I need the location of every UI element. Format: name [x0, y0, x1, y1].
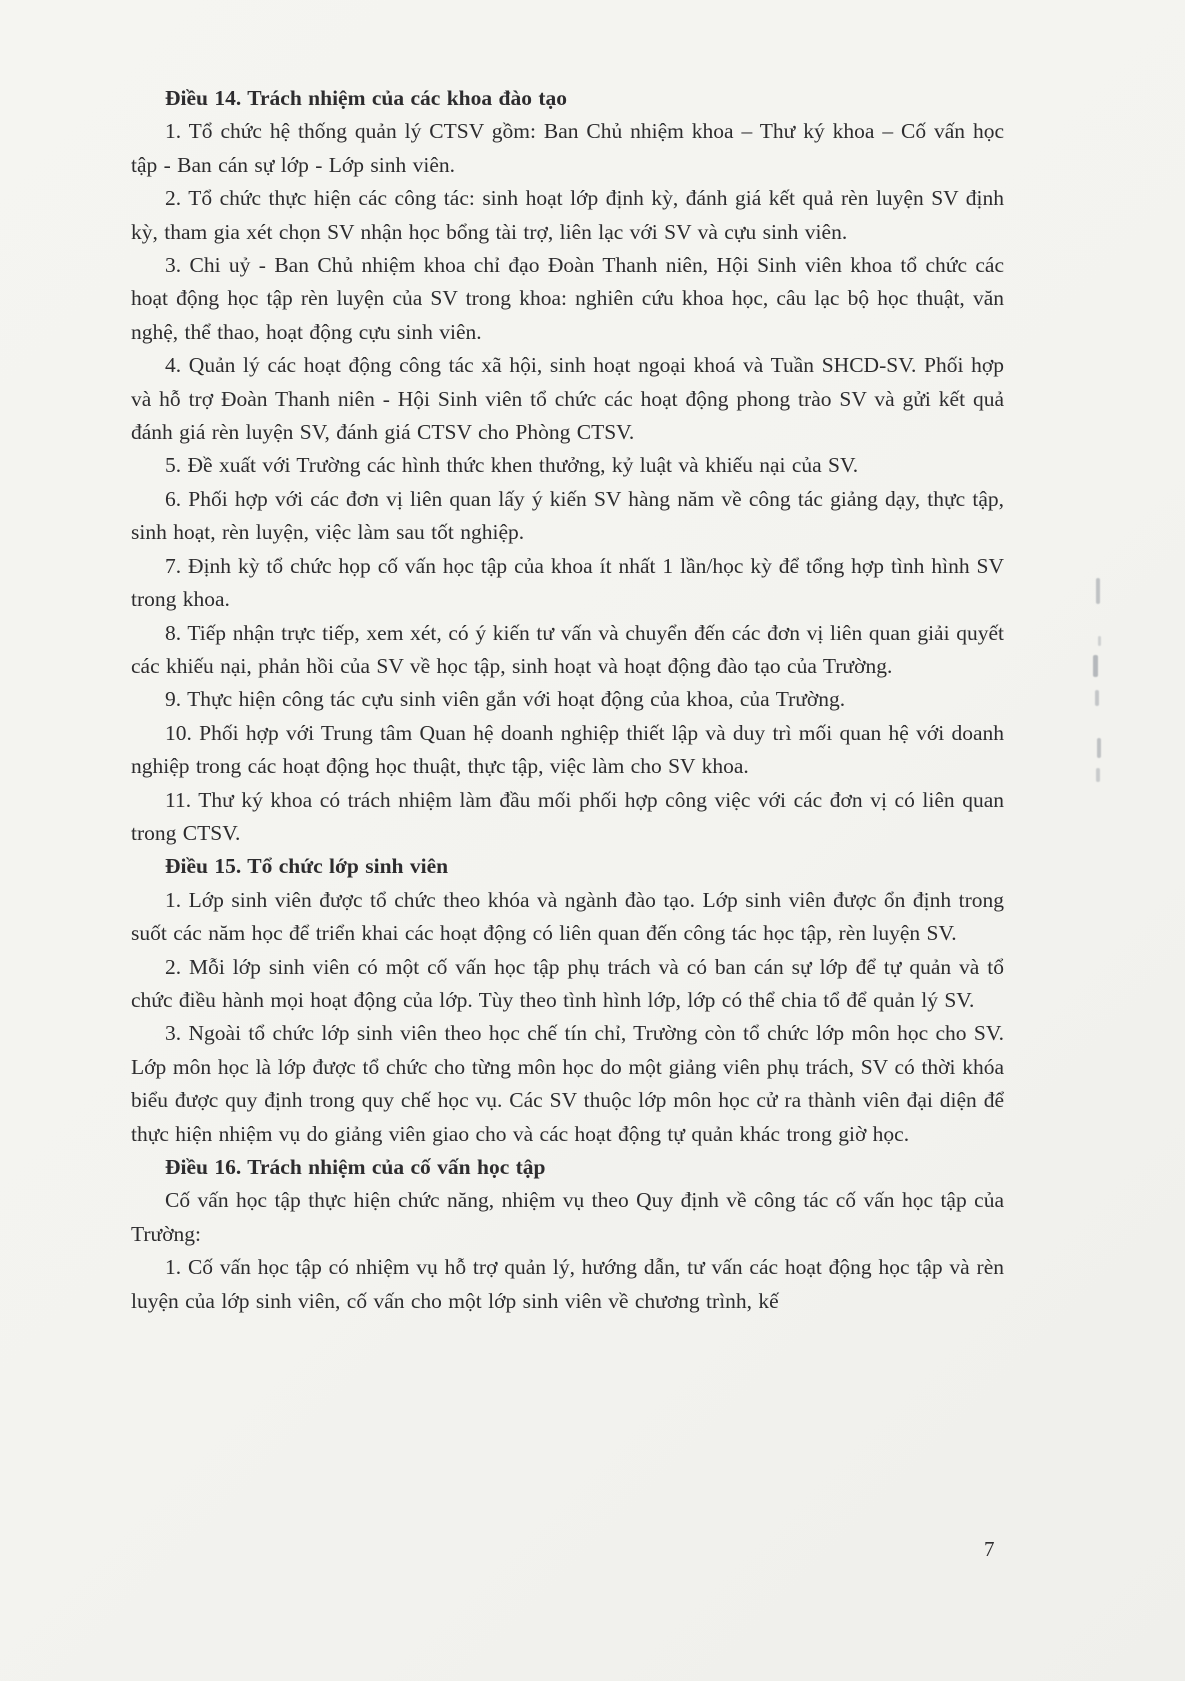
paragraph: 1. Tổ chức hệ thống quản lý CTSV gồm: Ban Chủ nhiệm khoa – Thư ký khoa – Cố vấn học tập - Ban cán sự lớp - Lớp sinh viên.: [131, 119, 1004, 177]
paragraph: 1. Lớp sinh viên được tổ chức theo khóa và ngành đào tạo. Lớp sinh viên được ổn định trong suốt các năm học để triển khai các hoạt động có liên quan đến công tác học tập, rèn luyện SV.: [131, 887, 1004, 946]
paragraph: 11. Thư ký khoa có trách nhiệm làm đầu mối phối hợp công việc với các đơn vị có liên quan trong CTSV.: [131, 787, 1004, 845]
document-body: [131, 82, 1004, 1318]
paragraph: 3. Ngoài tổ chức lớp sinh viên theo học chế tín chỉ, Trường còn tổ chức lớp môn học cho SV. Lớp môn học là lớp được tổ chức cho từng môn học do một giảng viên phụ trách, SV có thời khóa biểu được quy định trong quy chế học vụ. Các SV thuộc lớp môn học cử ra thành viên đại diện để thực hiện nhiệm vụ do giảng viên giao cho và các hoạt động tự quản khác trong giờ học.: [131, 1021, 1004, 1146]
scan-artifact: [1093, 655, 1098, 677]
paragraph: 8. Tiếp nhận trực tiếp, xem xét, có ý kiến tư vấn và chuyển đến các đơn vị liên quan giải quyết các khiếu nại, phản hồi của SV về học tập, sinh hoạt và hoạt động đào tạo của Trường.: [131, 620, 1004, 678]
paragraph: 6. Phối hợp với các đơn vị liên quan lấy ý kiến SV hàng năm về công tác giảng dạy, thực tập, sinh hoạt, rèn luyện, việc làm sau tốt nghiệp.: [131, 486, 1004, 545]
paragraph: 2. Mỗi lớp sinh viên có một cố vấn học tập phụ trách và có ban cán sự lớp để tự quản và tổ chức điều hành mọi hoạt động của lớp. Tùy theo tình hình lớp, lớp có thể chia tổ để quản lý SV.: [131, 954, 1004, 1012]
paragraph: 3. Chi uỷ - Ban Chủ nhiệm khoa chỉ đạo Đoàn Thanh niên, Hội Sinh viên khoa tổ chức các hoạt động học tập rèn luyện của SV trong khoa: nghiên cứu khoa học, câu lạc bộ học thuật, văn nghệ, thể thao, hoạt động cựu sinh viên.: [131, 253, 1004, 344]
scan-artifact: [1095, 690, 1099, 706]
scan-artifact: [1098, 636, 1101, 646]
scan-artifact: [1096, 578, 1100, 604]
paragraph: 5. Đề xuất với Trường các hình thức khen thưởng, kỷ luật và khiếu nại của SV.: [165, 453, 859, 478]
paragraph: 7. Định kỳ tổ chức họp cố vấn học tập của khoa ít nhất 1 lần/học kỳ để tổng hợp tình hình SV trong khoa.: [131, 553, 1004, 612]
paragraph: 1. Cố vấn học tập có nhiệm vụ hỗ trợ quản lý, hướng dẫn, tư vấn các hoạt động học tập và rèn luyện của lớp sinh viên, cố vấn cho một lớp sinh viên về chương trình, kế: [131, 1255, 1004, 1313]
paragraph: 10. Phối hợp với Trung tâm Quan hệ doanh nghiệp thiết lập và duy trì mối quan hệ với doanh nghiệp trong các hoạt động học thuật, thực tập, việc làm cho SV khoa.: [131, 720, 1004, 779]
paragraph: Cố vấn học tập thực hiện chức năng, nhiệm vụ theo Quy định về công tác cố vấn học tập của Trường:: [131, 1188, 1004, 1246]
section-heading: Điều 14. Trách nhiệm của các khoa đào tạo: [165, 86, 567, 110]
paragraph: 4. Quản lý các hoạt động công tác xã hội, sinh hoạt ngoại khoá và Tuần SHCD-SV. Phối hợp và hỗ trợ Đoàn Thanh niên - Hội Sinh viên tổ chức các hoạt động phong trào SV và gửi kết quả đánh giá rèn luyện SV, đánh giá CTSV cho Phòng CTSV.: [131, 353, 1004, 445]
paragraph: 2. Tổ chức thực hiện các công tác: sinh hoạt lớp định kỳ, đánh giá kết quả rèn luyện SV định kỳ, tham gia xét chọn SV nhận học bổng tài trợ, liên lạc với SV và cựu sinh viên.: [131, 186, 1004, 244]
section-heading: Điều 16. Trách nhiệm của cố vấn học tập: [165, 1155, 546, 1179]
section-heading: Điều 15. Tổ chức lớp sinh viên: [165, 854, 449, 879]
paragraph: 9. Thực hiện công tác cựu sinh viên gắn với hoạt động của khoa, của Trường.: [165, 687, 846, 712]
scan-artifact: [1097, 738, 1101, 758]
scan-artifact: [1096, 768, 1100, 782]
page-number: 7: [984, 1537, 995, 1561]
